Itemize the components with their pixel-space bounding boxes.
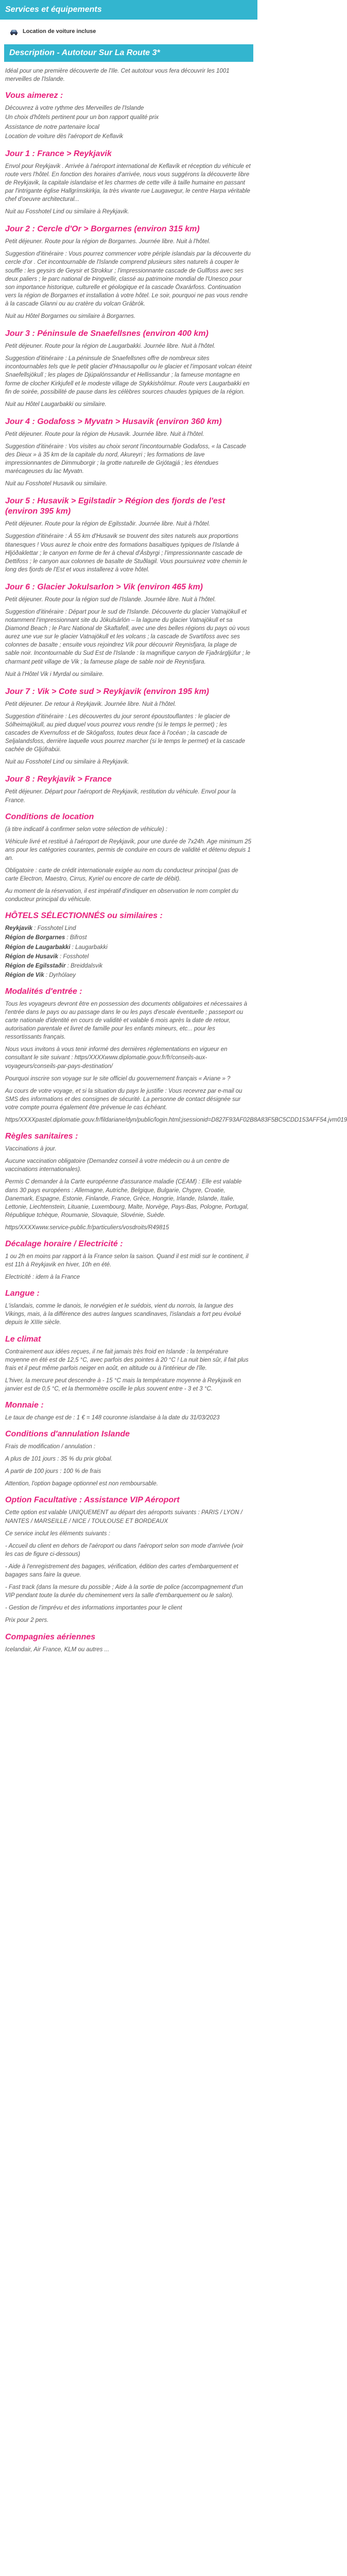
vous-aimerez-item: Assistance de notre partenaire local xyxy=(5,124,99,130)
hotel-separator: : xyxy=(70,944,76,951)
hotel-name: Dyrhólaey xyxy=(49,972,76,978)
langue-title: Langue : xyxy=(5,1289,40,1298)
location-title: Conditions de location xyxy=(5,812,94,821)
assistance-title: Option Facultative : Assistance VIP Aéroport xyxy=(5,1496,180,1505)
day-paragraph: Petit déjeuner. Route pour la région sud de l'Islande. Journée libre. Nuit à l'hôtel. xyxy=(5,596,216,603)
hotel-name: Fosshotel xyxy=(63,953,89,960)
day-paragraph: Petit déjeuner. De retour à Reykjavik. Journée libre. Nuit à l'hôtel. xyxy=(5,701,177,707)
langue-paragraph: L'islandais, comme le danois, le norvégien et le suédois, vient du norrois, la langue des Vikings, mais, à la différence des autres langues scandinaves, l'islandais a fort peu évolué depuis le XIIIe siècle. xyxy=(5,1303,241,1326)
hotel-separator: : xyxy=(44,972,49,978)
hotel-separator: : xyxy=(58,953,63,960)
assistance-paragraph: - Gestion de l'imprévu et des informations importantes pour le client xyxy=(5,1605,182,1612)
day-paragraph: Petit déjeuner. Route pour la région de Husavik. Journée libre. Nuit à l'hôtel. xyxy=(5,431,204,437)
sanitaires-paragraph: https/XXXXwww.service-public.fr/particuliers/vosdroits/R49815 xyxy=(5,1224,169,1231)
sanitaires-paragraph: Vaccinations à jour. xyxy=(5,1146,57,1153)
formalites-title: Modalités d'entrée : xyxy=(5,987,82,996)
day-paragraph: Envol pour Reykjavik . Arrivée à l'aéroport international de Keflavík et réception du véhicule et route vers l'hôtel. En fonction des horaires d'arrivée, nous vous suggérons la découverte libre de Reykjavik, la capitale islandaise et les charmes de cette ville à taille humaine en passant par l'intrigante église Hallgrímskirkja, la très vivante rue Laugavegur, le centre Harpa véritable chef d'oeuvre architectural... xyxy=(5,163,251,203)
day-title: Jour 8 : Reykjavik > France xyxy=(5,775,112,784)
hotel-item xyxy=(5,953,252,961)
hotel-region: Région de Vik xyxy=(5,972,44,978)
hotel-item xyxy=(5,971,252,979)
day-title: Jour 7 : Vik > Cote sud > Reykjavik (environ 195 km) xyxy=(5,687,210,696)
vous-aimerez-title: Vous aimerez : xyxy=(5,91,63,100)
sanitaires-paragraph: Aucune vaccination obligatoire (Demandez conseil à votre médecin ou à un centre de vaccinations internationales). xyxy=(5,1158,230,1173)
day-paragraph: Petit déjeuner. Route pour la région de Egilsstaðir. Journée libre. Nuit à l'hôtel. xyxy=(5,521,211,528)
hotel-region: Région de Borgarnes xyxy=(5,935,65,941)
hotel-name: Breiddalsvik xyxy=(71,962,103,969)
hotel-separator: : xyxy=(65,962,71,969)
assistance-paragraph: Prix pour 2 pers. xyxy=(5,1617,49,1624)
hotel-name: Bifrost xyxy=(70,935,87,941)
location-paragraph: (à titre indicatif à confirmer selon votre sélection de véhicule) : xyxy=(5,826,168,833)
day-paragraph: Nuit à l'Hôtel Vik i Myrdal ou similaire. xyxy=(5,671,104,677)
formalites-paragraph: https/XXXXpastel.diplomatie.gouv.fr/fildariane/dyn/public/login.html;jsessionid=D827F93AF02B8A83F5BC5CDD153AFF54.jvm019 xyxy=(5,1117,347,1124)
day-title: Jour 1 : France > Reykjavik xyxy=(5,149,112,158)
day-paragraph: Petit déjeuner. Départ pour l'aéroport de Reykjavik, restitution du véhicule. Envol pour la France. xyxy=(5,789,236,804)
day-title: Jour 2 : Cercle d'Or > Borgarnes (environ 315 km) xyxy=(5,225,200,234)
day-paragraph: Suggestion d'itinéraire : Départ pour le sud de l'Islande. Découverte du glacier Vatnajökull et notamment l'impressionnant site du Jökulsárlón – la lagune du glacier Vatnajökull et sa Diamond Beach ; le Parc National de Skaftafell, avec une des belles régions du pays où vous aurez une vue sur le glacier Vatnajökull et les volcans ; la cascade de Svartifoss avec ses colonnes de basalte ; ensuite vous rejoindrez Vík pour découvrir Reynisfjara, la plage de sable noir. Incontournable du Sud Est de l'Islande : la magnifique canyon de Fjaðrárgljúfur ; le charmant petit village de Vik ; la fameuse plage de sable noir de Reynisfjara. xyxy=(5,609,251,665)
day-paragraph: Nuit au Hôtel Laugarbakki ou similaire. xyxy=(5,401,107,408)
description-header: Description - Autotour Sur La Route 3* xyxy=(4,44,253,62)
description-body xyxy=(0,67,347,1653)
day-title: Jour 4 : Godafoss > Myvatn > Husavik (environ 360 km) xyxy=(5,417,222,426)
day-paragraph: Suggestion d'itinéraire : Les découvertes du jour seront époustouflantes : le glacier de Sólheimajökull, au pied duquel vous pourrez vous rendre (si le temps le permet) ; les cascades de Kvernufoss et de Skógafoss, toutes deux face à l'océan ; la cascade de Seljalandsfoss, derrière laquelle vous pourrez marcher (si le temps le permet) et la cascade cachée de Gljúfrabúi. xyxy=(5,713,245,753)
hotels-list xyxy=(5,924,252,979)
climat-paragraph: Contrairement aux idées reçues, il ne fait jamais très froid en Islande : la température moyenne en été est de 12,5 °C, avec parfois des pointes à 20 °C ! La nuit bien sûr, il fait plus frais et il peut même parfois neiger en août, en altitude ou à l'intérieur de l'île. xyxy=(5,1348,249,1371)
hotel-region: Région de Laugarbakki xyxy=(5,944,71,951)
hotel-region: Reykjavik xyxy=(5,925,33,932)
compagnies-title: Compagnies aériennes xyxy=(5,1632,96,1641)
location-paragraph: Véhicule livré et restitué à l'aéroport de Reykjavik, pour une durée de 7x24h. Age minimum 25 ans pour les catégories courantes, permis de conduire en cours de validité et détenu depuis 1 an. xyxy=(5,838,252,861)
hotel-separator: : xyxy=(32,925,38,932)
itinerary xyxy=(5,149,252,805)
services-header: Services et équipements xyxy=(0,0,257,20)
day-paragraph: Nuit au Hôtel Borgarnes ou similaire à Borgarnes. xyxy=(5,313,136,320)
sanitaires-paragraph: Permis C demander à la Carte européenne d'assurance maladie (CEAM) : Elle est valable dans 30 pays européens : Allemagne, Autriche, Belgique, Bulgarie, Chypre, Croatie, Danemark, Espagne, Estonie, Finlande, France, Grèce, Hongrie, Irlande, Islande, Italie, Lettonie, Liechtenstein, Lituanie, Luxembourg, Malte, Norvège, Pays-Bas, Pologne, Portugal, République tchèque, Roumanie, Slovaquie, Slovénie, Suède. xyxy=(5,1179,249,1218)
hotel-item xyxy=(5,924,252,933)
annulation-title: Conditions d'annulation Islande xyxy=(5,1430,130,1439)
day-paragraph: Petit déjeuner. Route pour la région de Laugarbakki. Journée libre. Nuit à l'hôtel. xyxy=(5,343,216,350)
day-paragraph: Suggestion d'itinéraire : À 55 km d'Husavik se trouvent des sites naturels aux proportions titanesques ! Vous aurez le choix entre des formations basaltiques typiques de l'Islande à Hljóðaklettar ; le canyon en forme de fer à cheval d'Ásbyrgi ; l'impressionnante cascade de Dettifoss ; le canyon aux colonnes de basalte de Stuðlagil. Vous poursuivrez votre chemin le long des fjords de l'Est et vous installerez à votre hôtel. xyxy=(5,533,248,573)
intro-text: Idéal pour une première découverte de l'Ile. Cet autotour vous fera découvrir les 1001 merveilles de l'Islande. xyxy=(5,68,230,83)
day-paragraph: Nuit au Fosshotel Lind ou similaire à Reykjavik. xyxy=(5,759,129,766)
location-paragraph: Obligatoire : carte de crédit internationale exigée au nom du conducteur principal (pas de carte Electron, Maestro, Cirrus, Kyriel ou encore de carte de débit). xyxy=(5,867,238,883)
formalites-paragraph: Pourquoi inscrire son voyage sur le site officiel du gouvernement français « Ariane » ? xyxy=(5,1075,231,1082)
day-paragraph: Suggestion d'itinéraire : Vous pourrez commencer votre périple islandais par la découverte du cercle d'or . Cet incontournable de l'Islande comprend plusieurs sites naturels à couper le souffle : les geysirs de Geysir et Strokkur ; l'impressionnante cascade de Gullfoss avec ses deux paliers ; le parc national de Þingvellir, classé au patrimoine mondial de l'Unesco pour son importance historique, culturelle et géologique et la cascade Öxarárfoss. Continuation vers la région de Borgarnes et installation à votre hôtel. Le soir, pourquoi ne pas vous rendre à la cascade Glanni ou au cratère du volcan Grábrók. xyxy=(5,251,251,307)
service-car-label: Location de voiture incluse xyxy=(23,28,96,35)
monnaie-paragraph: Le taux de change est de : 1 € = 148 couronne islandaise à la date du 31/03/2023 xyxy=(5,1415,220,1421)
annulation-paragraph: Attention, l'option bagage optionnel est non remboursable. xyxy=(5,1481,158,1487)
hotel-item xyxy=(5,934,252,942)
day-title: Jour 5 : Husavik > Egilstadir > Région des fjords de l'est (environ 395 km) xyxy=(5,497,225,516)
day-paragraph: Petit déjeuner. Route pour la région de Borgarnes. Journée libre. Nuit à l'hôtel. xyxy=(5,239,211,245)
monnaie-title: Monnaie : xyxy=(5,1401,44,1410)
formalites-paragraph: Au cours de votre voyage, et si la situation du pays le justifie : Vous recevrez par e-mail ou SMS des informations et des consignes de sécurité. La personne de contact désignée sur votre compte pourra également être prévenue le cas échéant. xyxy=(5,1088,242,1111)
practical-info xyxy=(5,812,347,1654)
assistance-paragraph: - Fast track (dans la mesure du possible ; Aide à la sortie de police (accompagnement d'un VIP pendant toute la durée du cheminement vers la salle d'embarquement ou le salon). xyxy=(5,1584,244,1599)
hotel-name: Laugarbakki xyxy=(75,944,108,951)
decalage-paragraph: Electricité : idem à la France xyxy=(5,1274,80,1281)
service-car xyxy=(9,28,257,36)
hotel-item xyxy=(5,962,252,970)
sanitaires-title: Règles sanitaires : xyxy=(5,1132,78,1141)
annulation-paragraph: Frais de modification / annulation : xyxy=(5,1444,96,1450)
day-paragraph: Suggestion d'itinéraire : Vos visites au choix seront l'incontournable Godafoss, « la Cascade des Dieux » à 35 km de la capitale du nord, Akureyri ; les formations de lave impressionnantes de Dimmuborgir ; la grotte naturelle de Grjótagjá ; les étendues marécageuses du lac Myvatn. xyxy=(5,443,247,475)
hotels-title: HÔTELS SÉLECTIONNÉS ou similaires : xyxy=(5,911,163,921)
assistance-paragraph: Cette option est valable UNIQUEMENT au départ des aéroports suivants : PARIS / LYON / NANTES / MARSEILLE / NICE / TOULOUSE ET BORDEAUX xyxy=(5,1510,242,1524)
vous-aimerez-item: Location de voiture dès l'aéroport de Keflavik xyxy=(5,133,124,140)
annulation-paragraph: A plus de 101 jours : 35 % du prix global. xyxy=(5,1456,113,1463)
hotel-name: Fosshotel Lind xyxy=(37,925,76,932)
hotel-item xyxy=(5,943,252,952)
day-title: Jour 3 : Péninsule de Snaefellsnes (environ 400 km) xyxy=(5,329,209,338)
formalites-paragraph: Nous vous invitons à vous tenir informé des dernières réglementations en vigueur en consultant le site suivant : https/XXXXwww.diplomatie.gouv.fr/fr/conseils-aux-voyageurs/conseils-par-pays-destination/ xyxy=(5,1046,228,1070)
compagnies-paragraph: Icelandair, Air France, KLM ou autres ... xyxy=(5,1646,110,1653)
day-title: Jour 6 : Glacier Jokulsarlon > Vik (environ 465 km) xyxy=(5,582,203,591)
hotel-separator: : xyxy=(65,935,70,941)
assistance-paragraph: - Aide à l'enregistrement des bagages, vérification, édition des cartes d'embarquement et bagages sans faire la queue. xyxy=(5,1563,238,1579)
decalage-paragraph: 1 ou 2h en moins par rapport à la France selon la saison. Quand il est midi sur le continent, il est 11h à Reykjavik en hiver, 10h en été. xyxy=(5,1253,249,1268)
hotel-region: Région de Husavik xyxy=(5,953,58,960)
assistance-paragraph: Ce service inclut les éléments suivants : xyxy=(5,1530,110,1537)
vous-aimerez-item: Un choix d'hôtels pertinent pour un bon rapport qualité prix xyxy=(5,114,159,121)
annulation-paragraph: A partir de 100 jours : 100 % de frais xyxy=(5,1468,101,1475)
location-paragraph: Au moment de la réservation, il est impératif d'indiquer en observation le nom complet du conducteur principal du véhicule. xyxy=(5,888,238,903)
vous-aimerez-item: Découvrez à votre rythme des Merveilles de l'Islande xyxy=(5,105,144,112)
day-paragraph: Nuit au Fosshotel Lind ou similaire à Reykjavik. xyxy=(5,209,129,215)
climat-title: Le climat xyxy=(5,1334,41,1344)
vous-aimerez-list xyxy=(5,104,252,140)
decalage-title: Décalage horaire / Electricité : xyxy=(5,1239,123,1248)
hotel-region: Région de Egilsstaðir xyxy=(5,962,66,969)
climat-paragraph: L'hiver, la mercure peut descendre à - 15 °C mais la température moyenne à Reykjavik en janvier est de 0,5 °C, et la thermomètre oscille le plus souvent entre - 3 et 3 °C. xyxy=(5,1377,241,1392)
day-paragraph: Suggestion d'itinéraire : La péninsule de Snaefellsnes offre de nombreux sites incontournables tels que le petit glacier d'Hnausapollur ou le glacier et l'imposant volcan éteint Snaefellsjökull ; les plages de Djúpalónssandur et Hellissandur ; la fameuse montagne en forme de clocher Kirkjufell et le modeste village de Stykkishólmur. Route vers Laugarbakki en fin de soirée, possibilité de pause dans les célèbres sources chaudes typiques de la région. xyxy=(5,355,252,395)
assistance-paragraph: - Accueil du client en dehors de l'aéroport ou dans l'aéroport selon son mode d'arrivée (voir les cas de figure ci-dessous) xyxy=(5,1543,244,1557)
day-paragraph: Nuit au Fosshotel Husavik ou similaire. xyxy=(5,481,108,487)
formalites-paragraph: Tous les voyageurs devront être en possession des documents obligatoires et nécessaires à l'entrée dans le pays ou au passage dans le ou les pays d'escale éventuelle ; passeport ou carte nationale d'identité en cours de validité et valable 6 mois après la date de retour, autorisation parentale et livret de famille pour les enfants mineurs, etc... pour les ressortissants français. xyxy=(5,1001,248,1041)
car-icon xyxy=(9,28,19,36)
